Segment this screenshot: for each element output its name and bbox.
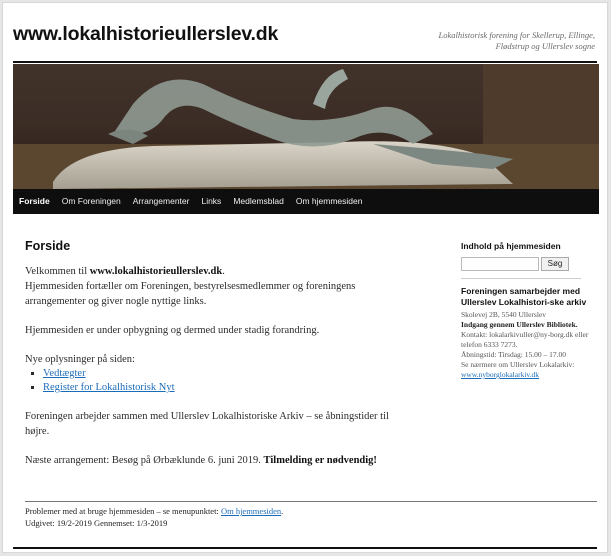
search-input[interactable] [461, 257, 539, 271]
archive-address: Skolevej 2B, 5540 Ullerslev [461, 310, 546, 319]
archive-widget [461, 286, 601, 380]
nav-item-medlemsblad[interactable]: Medlemsblad [233, 196, 284, 206]
welcome-prefix: Velkommen til [25, 266, 90, 277]
nav-item-arrangementer[interactable]: Arrangementer [132, 196, 190, 206]
header-divider [13, 61, 597, 63]
site-description: Lokalhistorisk forening for Skellerup, Ellinge, Flødstrup og Ullerslev sogne [438, 30, 595, 51]
next-event-text: Næste arrangement: Besøg på Ørbæklunde 6. juni 2019. [25, 455, 264, 466]
list-item [43, 367, 415, 381]
welcome-site-name: www.lokalhistorieullerslev.dk [89, 266, 223, 277]
footer-problems-suffix: . [281, 506, 284, 516]
next-event-note: Tilmelding er nødvendig! [263, 455, 377, 466]
header-banner-image [13, 64, 599, 189]
news-list [43, 367, 415, 395]
nav-item-forside[interactable]: Forside [19, 196, 50, 206]
main-navigation [13, 189, 599, 214]
nav-item-om-hjemmesiden[interactable]: Om hjemmesiden [295, 196, 363, 206]
footer-problems [25, 505, 585, 517]
intro-text: Hjemmesiden fortæller om Foreningen, bestyrelsesmedlemmer og foreningens arrangementer og giver nogle nyttige links. [25, 281, 356, 307]
main-content [25, 239, 415, 482]
welcome-suffix: . [222, 266, 225, 277]
search-button[interactable]: Søg [541, 257, 569, 271]
link-vedtaegter[interactable]: Vedtægter [43, 368, 86, 379]
archive-entrance [461, 320, 601, 330]
page-title: Forside [25, 239, 71, 253]
footer-divider [25, 501, 597, 502]
sidebar-divider [461, 278, 581, 279]
footer [25, 505, 585, 529]
nav-item-om-foreningen[interactable]: Om Foreningen [61, 196, 121, 206]
link-register[interactable]: Register for Lokalhistorisk Nyt [43, 382, 175, 393]
welcome-paragraph [25, 264, 415, 309]
footer-problems-text: Problemer med at bruge hjemmesiden – se menupunktet: [25, 506, 221, 516]
archive-more: Se nærmere om Ullerslev Lokalarkiv: [461, 360, 575, 369]
search-widget-title: Indhold på hjemmesiden [461, 241, 561, 251]
next-event [25, 453, 415, 468]
archive-contact: Kontakt: lokalarkivuller@ny-borg.dk eller telefon 6333 7273. [461, 330, 589, 349]
search-form [461, 257, 601, 271]
news-heading: Nye oplysninger på siden: [25, 354, 135, 365]
construction-text: Hjemmesiden er under opbygning og dermed under stadig forandring. [25, 325, 320, 336]
site-title[interactable]: www.lokalhistorieullerslev.dk [13, 23, 279, 45]
archive-entrance-text: Indgang gennem Ullerslev Bibliotek. [461, 320, 578, 329]
bottom-divider [13, 547, 597, 549]
list-item [43, 381, 415, 395]
archive-hours: Åbningstid: Tirsdag: 15.00 – 17.00 [461, 350, 567, 359]
footer-updated: Udgivet: 19/2-2019 Gennemset: 1/3-2019 [25, 518, 168, 528]
page [2, 2, 608, 553]
cooperation-text: Foreningen arbejder sammen med Ullerslev Lokalhistoriske Arkiv – se åbningstider til højre. [25, 411, 389, 437]
archive-widget-title: Foreningen samarbejder med Ullerslev Lokalhistori-ske arkiv [461, 286, 587, 307]
nav-item-links[interactable]: Links [201, 196, 222, 206]
footer-link-om-hjemmesiden[interactable]: Om hjemmesiden [220, 506, 282, 516]
archive-link[interactable]: www.nyborglokalarkiv.dk [461, 370, 540, 379]
sidebar [461, 241, 601, 380]
